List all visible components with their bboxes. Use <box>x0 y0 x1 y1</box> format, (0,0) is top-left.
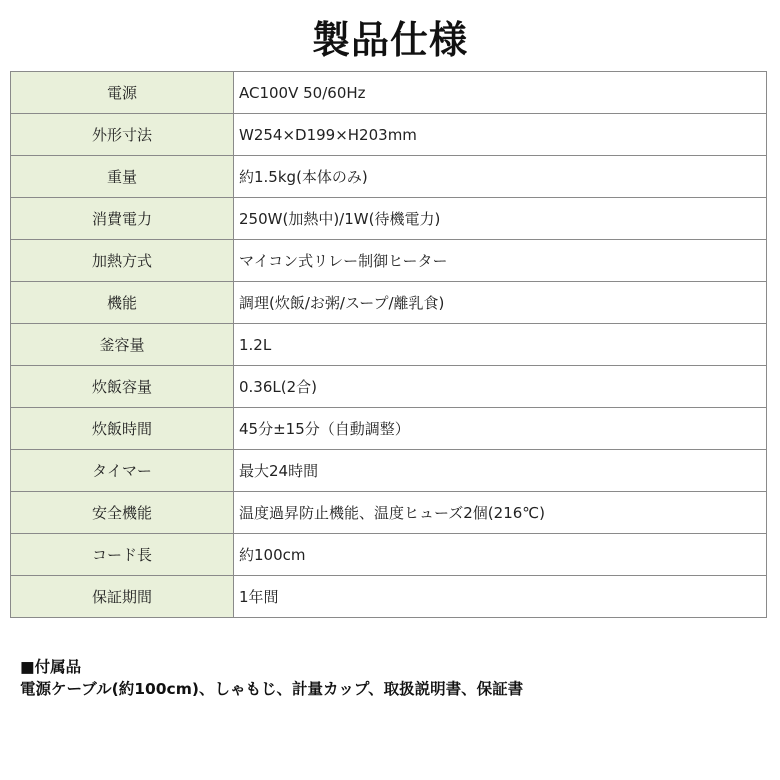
spec-label: 炊飯容量 <box>11 366 234 408</box>
spec-row-functions <box>11 282 767 324</box>
spec-value: 最大24時間 <box>234 450 767 492</box>
spec-label: 加熱方式 <box>11 240 234 282</box>
spec-value: 250W(加熱中)/1W(待機電力) <box>234 198 767 240</box>
spec-value: AC100V 50/60Hz <box>234 72 767 114</box>
spec-row-cord-length <box>11 534 767 576</box>
spec-label: コード長 <box>11 534 234 576</box>
spec-table <box>10 71 767 618</box>
spec-row-timer <box>11 450 767 492</box>
spec-label: 機能 <box>11 282 234 324</box>
spec-row-warranty <box>11 576 767 618</box>
spec-row-dimensions <box>11 114 767 156</box>
spec-value: 0.36L(2合) <box>234 366 767 408</box>
spec-label: 釜容量 <box>11 324 234 366</box>
spec-label: 重量 <box>11 156 234 198</box>
accessories-list: 電源ケーブル(約100cm)、しゃもじ、計量カップ、取扱説明書、保証書 <box>20 680 524 698</box>
spec-value: 調理(炊飯/お粥/スープ/離乳食) <box>234 282 767 324</box>
spec-value: 1年間 <box>234 576 767 618</box>
spec-value: 約100cm <box>234 534 767 576</box>
spec-value: 温度過昇防止機能、温度ヒューズ2個(216℃) <box>234 492 767 534</box>
spec-label: 外形寸法 <box>11 114 234 156</box>
spec-value: マイコン式リレー制御ヒーター <box>234 240 767 282</box>
spec-row-heating-method <box>11 240 767 282</box>
spec-row-power <box>11 72 767 114</box>
spec-value: W254×D199×H203mm <box>234 114 767 156</box>
spec-row-weight <box>11 156 767 198</box>
spec-label: 保証期間 <box>11 576 234 618</box>
spec-row-safety <box>11 492 767 534</box>
spec-row-cooking-time <box>11 408 767 450</box>
accessories-heading: ■付属品 <box>20 658 82 676</box>
spec-row-power-consumption <box>11 198 767 240</box>
spec-label: 炊飯時間 <box>11 408 234 450</box>
spec-label: 安全機能 <box>11 492 234 534</box>
page-title: 製品仕様 <box>311 18 468 62</box>
spec-value: 1.2L <box>234 324 767 366</box>
spec-label: 電源 <box>11 72 234 114</box>
spec-label: タイマー <box>11 450 234 492</box>
spec-value: 45分±15分（自動調整） <box>234 408 767 450</box>
spec-row-rice-capacity <box>11 366 767 408</box>
accessories-section <box>20 656 760 700</box>
spec-label: 消費電力 <box>11 198 234 240</box>
spec-row-pot-capacity <box>11 324 767 366</box>
spec-value: 約1.5kg(本体のみ) <box>234 156 767 198</box>
